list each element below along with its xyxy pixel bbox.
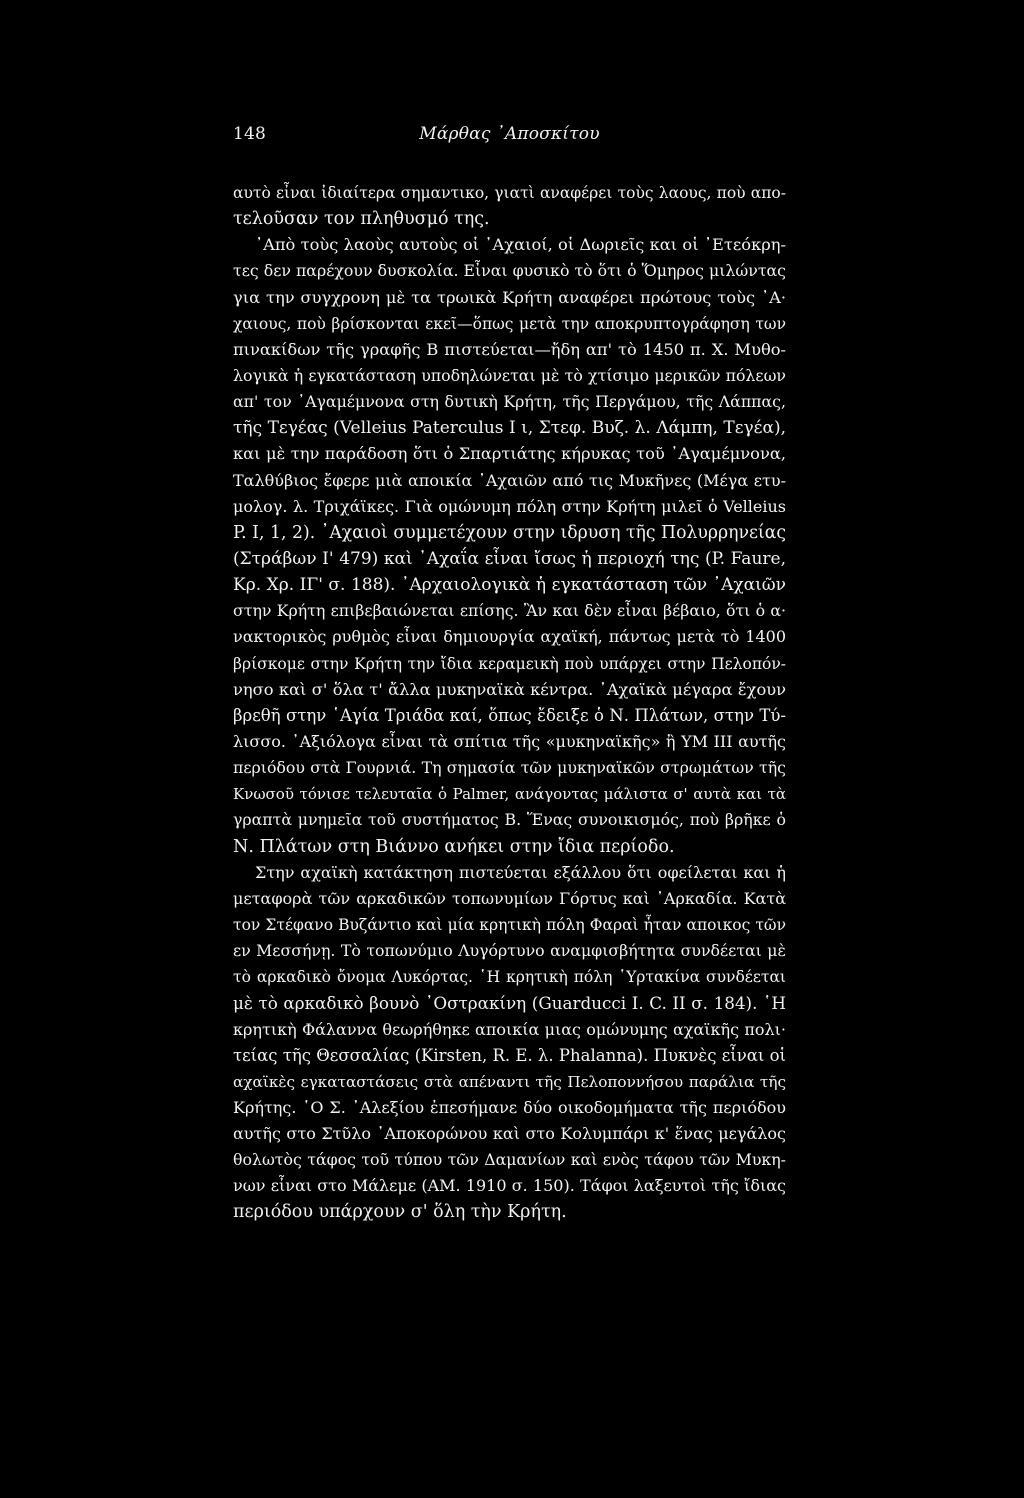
- text-line: Ταλθύβιος ἔφερε μιὰ αποικία ᾿Αχαιῶν από τις Μυκῆνες (Μέγα ετυ-: [233, 470, 786, 490]
- text-line: Ν. Πλάτων στη Βιάννο ανήκει στην ἴδια περίοδο.: [233, 836, 675, 857]
- body-text: [233, 180, 786, 1226]
- text-line: εν Μεσσήνῃ. Τὸ τοπωνύμιο Λυγόρτυνο αναμφισβήτητα συνδέεται μὲ: [233, 941, 786, 961]
- text-line: στην Κρήτη επιβεβαιώνεται επίσης. Ἂν και δὲν εἶναι βέβαιο, ὅτι ὁ α·: [233, 601, 786, 621]
- text-line: νησο καὶ σ' ὅλα τ' ἄλλα μυκηναϊκὰ κέντρα. ᾿Αχαϊκὰ μέγαρα ἔχουν: [233, 679, 786, 699]
- text-line: Κρ. Χρ. ΙΓ' σ. 188). ᾿Αρχαιολογικὰ ἡ εγκατάσταση τῶν ᾿Αχαιῶν: [233, 575, 786, 596]
- text-line: κρητικὴ Φάλαννα θεωρήθηκε αποικία μιας ομώνυμης αχαϊκῆς πολι·: [233, 1019, 786, 1039]
- text-line: Κρήτης. ῾Ο Σ. ᾿Αλεξίου ἐπεσήμανε δύο οικοδομήματα τῆς περιόδου: [233, 1097, 786, 1117]
- text-line: P. I, 1, 2). ᾿Αχαιοὶ συμμετέχουν στην ιδρυση τῆς Πολυρρηνείας: [233, 522, 786, 543]
- text-line: λισσο. ᾿Αξιόλογα εἶναι τὰ σπίτια τῆς «μυκηναϊκῆς» ἢ ΥΜ ΙΙΙ αυτῆς: [233, 731, 786, 751]
- text-line: τελοῦσαν τον πληθυσμό της.: [233, 209, 490, 230]
- text-line: τῆς Τεγέας (Velleius Paterculus I ι, Στεφ. Βυζ. λ. Λάμπη, Τεγέα),: [233, 418, 786, 439]
- text-line: για την συγχρονη μὲ τα τρωικὰ Κρήτη αναφέρει πρώτους τοὺς ᾿Α·: [233, 287, 786, 307]
- text-line: χαιους, ποὺ βρίσκονται εκεῖ—ὅπως μετὰ την αποκρυπτογράφηση των: [233, 314, 786, 333]
- text-line: περιόδου στὰ Γουρνιά. Τη σημασία τῶν μυκηναϊκῶν στρωμάτων τῆς: [233, 758, 786, 778]
- text-line: νων εἶναι στο Μάλεμε (ΑΜ. 1910 σ. 150). Τάφοι λαξευτοὶ τῆς ἴδιας: [233, 1176, 786, 1196]
- text-line: πινακίδων τῆς γραφῆς Β πιστεύεται—ἤδη απ' τὸ 1450 π. Χ. Μυθο-: [233, 339, 786, 359]
- text-line: θολωτὸς τάφος τοῦ τύπου τῶν Δαμανίων καὶ ενὸς τάφου τῶν Μυκη-: [233, 1150, 786, 1170]
- running-title: Μάρθας ᾿Αποσκίτου: [419, 124, 600, 144]
- text-line: βρίσκομε στην Κρήτη την ἴδια κεραμεικὴ ποὺ υπάρχει στην Πελοπόν-: [233, 654, 786, 673]
- text-line: (Στράβων Ι' 479) καὶ ᾿Αχαΐα εἶναι ἴσως ἡ περιοχή της (P. Faure,: [233, 548, 786, 569]
- text-line: απ' τον ᾿Αγαμέμνονα στη δυτικὴ Κρήτη, τῆς Περγάμου, τῆς Λάππας,: [233, 392, 786, 412]
- page-header: [233, 124, 786, 154]
- text-line: αχαϊκὲς εγκαταστάσεις στὰ απέναντι τῆς Πελοποννήσου παράλια τῆς: [233, 1072, 786, 1091]
- text-line: μεταφορὰ τῶν αρκαδικῶν τοπωνυμίων Γόρτυς καὶ ᾿Αρκαδία. Κατὰ: [233, 888, 786, 908]
- text-line: γραπτὰ μνημεῖα τοῦ συστήματος Β. Ἕνας συνοικισμός, ποὺ βρῆκε ὁ: [233, 810, 786, 830]
- text-line: αυτὸ εἶναι ἰδιαίτερα σημαντικο, γιατὶ αναφέρει τοὺς λαους, ποὺ απο-: [233, 184, 786, 202]
- text-line: τὸ αρκαδικὸ ὄνομα Λυκόρτας. ῾Η κρητικὴ πόλη ῾Υρτακίνα συνδέεται: [233, 968, 786, 987]
- page-number: 148: [233, 124, 267, 144]
- text-line: ᾿Απὸ τοὺς λαοὺς αυτοὺς οἱ ᾿Αχαιοί, οἱ Δωριεῖς και οἱ ᾿Ετεόκρη-: [255, 235, 786, 255]
- text-line: Κνωσοῦ τόνισε τελευταῖα ὁ Palmer, ανάγοντας μάλιστα σ' αυτὰ και τὰ: [233, 785, 786, 804]
- text-line: τείας τῆς Θεσσαλίας (Kirsten, R. E. λ. Phalanna). Πυκνὲς εἶναι οἱ: [233, 1045, 786, 1065]
- text-line: και μὲ την παράδοση ὅτι ὁ Σπαρτιάτης κήρυκας τοῦ ᾿Αγαμέμνονα,: [233, 444, 786, 464]
- text-line: αυτῆς στο Στῦλο ᾿Αποκορώνου καὶ στο Κολυμπάρι κ' ἕνας μεγάλος: [233, 1124, 786, 1144]
- text-line: μὲ τὸ αρκαδικὸ βουνὸ ᾿Οστρακίνη (Guarducci I. C. II σ. 184). ῾Η: [233, 993, 786, 1014]
- text-line: τες δεν παρέχουν δυσκολία. Εἶναι φυσικὸ τὸ ὅτι ὁ Ὅμηρος μιλώντας: [233, 261, 786, 281]
- text-line: μολογ. λ. Τριχάϊκες. Γιὰ ομώνυμη πόλη στην Κρήτη μιλεῖ ὁ Velleius: [233, 496, 786, 516]
- text-line: λογικὰ ἡ εγκατάσταση υποδηλώνεται μὲ τὸ χτίσιμο μερικῶν πόλεων: [233, 365, 786, 385]
- text-line: Στην αχαϊκὴ κατάκτηση πιστεύεται εξάλλου ὅτι οφείλεται και ἡ: [255, 862, 786, 882]
- text-line: τον Στέφανο Βυζάντιο καὶ μία κρητικὴ πόλη Φαραὶ ἦταν αποικος τῶν: [233, 915, 786, 934]
- text-line: περιόδου υπάρχουν σ' ὅλη τὴν Κρήτη.: [233, 1202, 567, 1223]
- text-line: νακτορικὸς ρυθμὸς εἶναι δημιουργία αχαϊκή, πάντως μετὰ τὸ 1400: [233, 627, 786, 647]
- text-line: βρεθῆ στην ῾Αγία Τριάδα καί, ὅπως ἔδειξε ὁ Ν. Πλάτων, στην Τύ-: [233, 705, 786, 725]
